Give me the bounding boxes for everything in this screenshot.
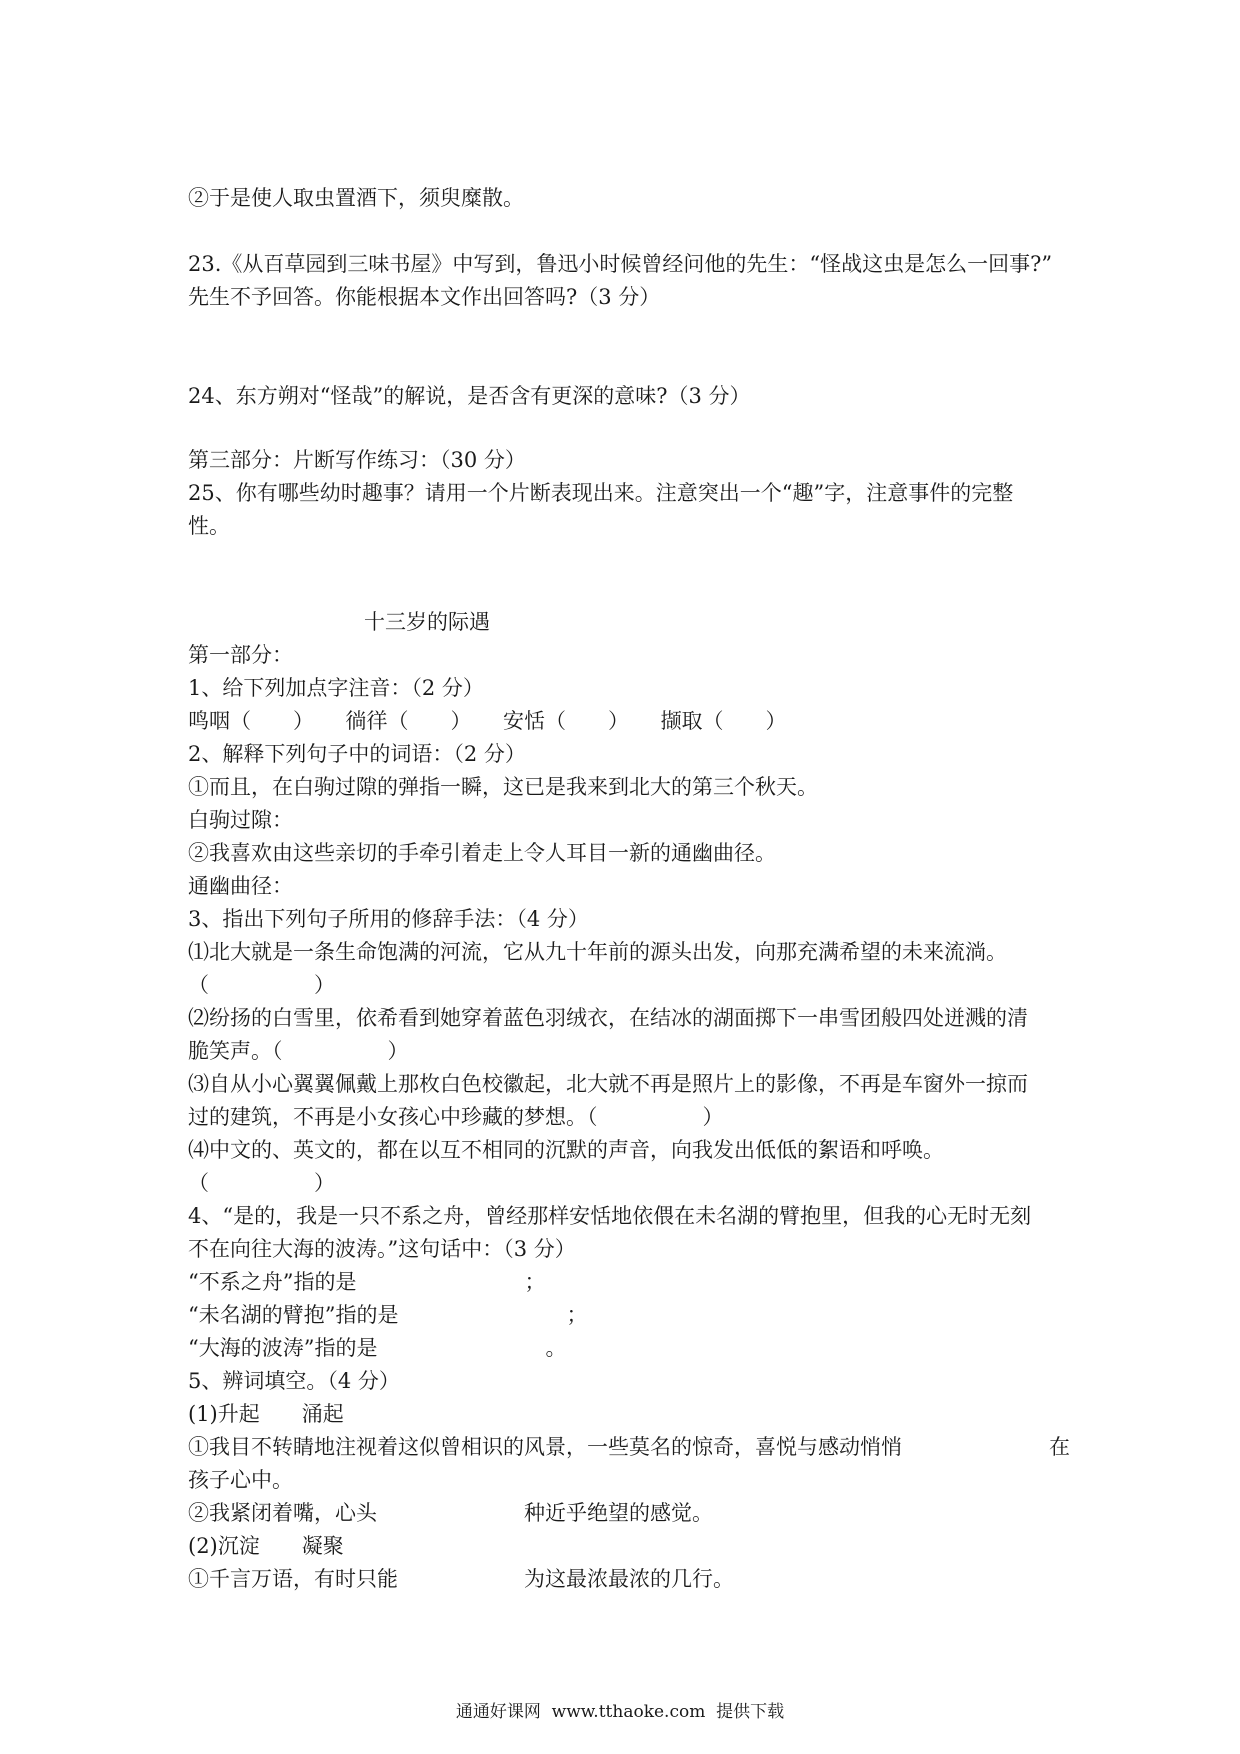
q3-sentence-3-line-2: 过的建筑，不再是小女孩心中珍藏的梦想。（ ） xyxy=(188,1105,724,1129)
q4-line-2: 不在向往大海的波涛。”这句话中：（3 分） xyxy=(188,1237,576,1261)
page-footer: 通通好课网 www.tthaoke.com 提供下载 xyxy=(455,1702,785,1722)
q22-item-2: ②于是使人取虫置酒下，须臾糜散。 xyxy=(188,186,524,210)
part3-heading: 第三部分：片断写作练习：（30 分） xyxy=(188,448,526,472)
q25-line-2: 性。 xyxy=(188,514,230,538)
q3-prompt: 3、指出下列句子所用的修辞手法：（4 分） xyxy=(188,907,589,931)
q3-sentence-2-line-2: 脆笑声。（ ） xyxy=(188,1039,409,1063)
q2-term-2: 通幽曲径： xyxy=(188,874,293,898)
q3-sentence-3-line-1: ⑶自从小心翼翼佩戴上那枚白色校徽起，北大就不再是照片上的影像，不再是车窗外一掠而 xyxy=(188,1072,1028,1096)
q5-g1-sentence-1-line-2: 孩子心中。 xyxy=(188,1468,293,1492)
q2-prompt: 2、解释下列句子中的词语：（2 分） xyxy=(188,742,526,766)
q2-sentence-2: ②我喜欢由这些亲切的手牵引着走上令人耳目一新的通幽曲径。 xyxy=(188,841,776,865)
q5-g1-sentence-2: ②我紧闭着嘴，心头 种近乎绝望的感觉。 xyxy=(188,1501,713,1525)
q1-prompt: 1、给下列加点字注音：（2 分） xyxy=(188,676,484,700)
q3-blank-1: （ ） xyxy=(188,973,335,997)
q4-answer-b: “未名湖的臂抱”指的是 ； xyxy=(188,1303,588,1327)
q3-blank-4: （ ） xyxy=(188,1171,335,1195)
q2-term-1: 白驹过隙： xyxy=(188,808,293,832)
q4-line-1: 4、“是的，我是一只不系之舟，曾经那样安恬地依偎在未名湖的臂抱里，但我的心无时无刻 xyxy=(188,1204,1032,1228)
q4-answer-a: “不系之舟”指的是 ； xyxy=(188,1270,546,1294)
part1-heading: 第一部分： xyxy=(188,643,293,667)
q23-line-1: 23.《从百草园到三味书屋》中写到，鲁迅小时候曾经问他的先生：“怪战这虫是怎么一回事?” xyxy=(188,252,1053,276)
lesson-title: 十三岁的际遇 xyxy=(364,610,490,634)
q5-group-1: (1)升起 涌起 xyxy=(188,1402,344,1426)
q3-sentence-4: ⑷中文的、英文的，都在以互不相同的沉默的声音，向我发出低低的絮语和呼唤。 xyxy=(188,1138,944,1162)
q25-line-1: 25、你有哪些幼时趣事？请用一个片断表现出来。注意突出一个“趣”字，注意事件的完整 xyxy=(188,481,1014,505)
q24: 24、东方朔对“怪哉”的解说，是否含有更深的意味?（3 分） xyxy=(188,384,751,408)
q1-items: 鸣咽（ ） 徜徉（ ） 安恬（ ） 撷取（ ） xyxy=(188,709,787,733)
q5-g2-sentence-1: ①千言万语，有时只能 为这最浓最浓的几行。 xyxy=(188,1567,734,1591)
q3-sentence-2-line-1: ⑵纷扬的白雪里，依希看到她穿着蓝色羽绒衣，在结冰的湖面掷下一串雪团般四处迸溅的清 xyxy=(188,1006,1028,1030)
q5-group-2: (2)沉淀 凝聚 xyxy=(188,1534,344,1558)
q5-g1-sentence-1-line-1: ①我目不转睛地注视着这似曾相识的风景，一些莫名的惊奇，喜悦与感动悄悄 在 xyxy=(188,1435,1070,1459)
q3-sentence-1: ⑴北大就是一条生命饱满的河流，它从九十年前的源头出发，向那充满希望的未来流淌。 xyxy=(188,940,1007,964)
q5-prompt: 5、辨词填空。（4 分） xyxy=(188,1369,400,1393)
q4-answer-c: “大海的波涛”指的是 。 xyxy=(188,1336,567,1360)
q23-line-2: 先生不予回答。你能根据本文作出回答吗?（3 分） xyxy=(188,285,661,309)
q2-sentence-1: ①而且，在白驹过隙的弹指一瞬，这已是我来到北大的第三个秋天。 xyxy=(188,775,818,799)
